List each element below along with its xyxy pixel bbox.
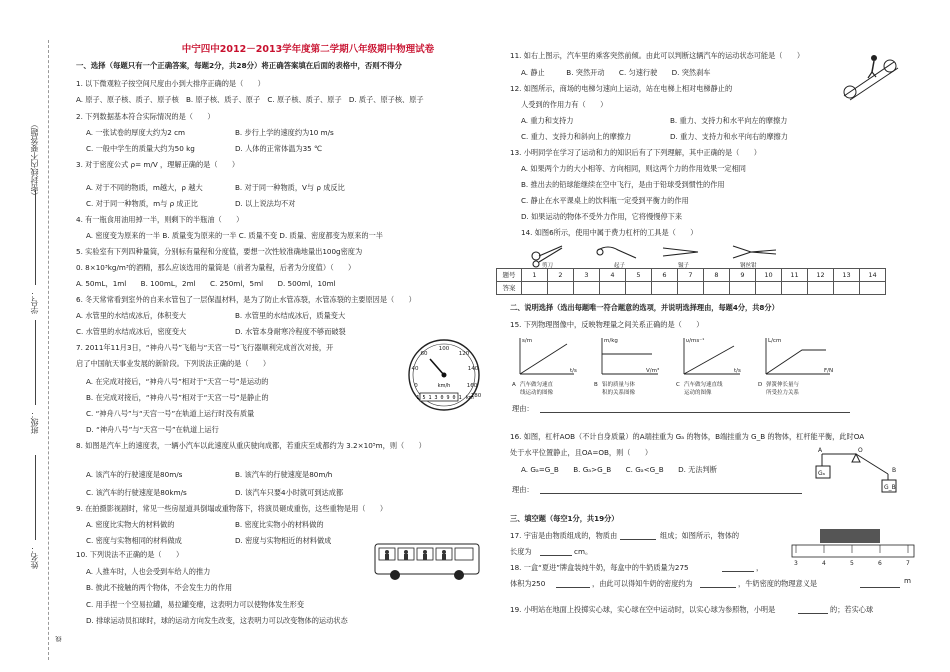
answer-table-answer-row bbox=[497, 282, 886, 295]
q7-option-d: D. “神舟八号”与“天宫一号”在轨道上运行 bbox=[86, 425, 219, 434]
speedometer-figure bbox=[400, 337, 488, 415]
q2-option-c: C. 一般中学生的质量大约为50 kg bbox=[86, 144, 195, 153]
q18-blank-1[interactable] bbox=[722, 571, 754, 572]
q5-stem-cont: 0. 8×10³kg/m³的酒精，那么应该选用的量筒是（前者为量程，后者为分度值）（ ） bbox=[76, 263, 356, 272]
q3-stem: 3. 对于密度公式 ρ= m/V ，理解正确的是（ ） bbox=[76, 160, 240, 169]
table-cell: 12 bbox=[808, 269, 834, 282]
answer-cell[interactable] bbox=[678, 282, 704, 295]
ruler-tick-5: 5 bbox=[850, 560, 854, 567]
q15-stem: 15. 下列物理图像中，反映物理量之间关系正确的是（ ） bbox=[510, 320, 704, 329]
q10-option-b: B. 彼此不接触的两个物体，不会发生力的作用 bbox=[86, 583, 233, 592]
graph-b-caption-1: 铝的质量与体 bbox=[602, 382, 636, 388]
graph-a-y-label: s/m bbox=[522, 338, 533, 344]
name-blank bbox=[35, 455, 36, 540]
table-cell: 5 bbox=[626, 269, 652, 282]
q17-stem-cont: 组成；如图所示，物体的 bbox=[660, 531, 740, 540]
lever-figure bbox=[808, 440, 908, 500]
student-id-label: 学号： bbox=[30, 290, 39, 314]
tool-caption-3: 镊子 bbox=[678, 263, 690, 268]
lever-label-ga: Gₐ bbox=[818, 470, 825, 477]
q12-option-c: C. 重力、支持力和斜向上的摩擦力 bbox=[521, 132, 632, 141]
q4-options: A. 密度变为原来的一半 B. 质量变为原来的一半 C. 质量不变 D. 质量、密度都变为原来的一半 bbox=[86, 231, 383, 240]
q12-option-b: B. 重力、支持力和水平向左的摩擦力 bbox=[670, 116, 788, 125]
q2-option-d: D. 人体的正常体温为35 ℃ bbox=[235, 144, 323, 153]
q6-option-b: B. 水管里的水结成冰后，质量变大 bbox=[235, 311, 346, 320]
answer-cell[interactable] bbox=[626, 282, 652, 295]
graph-c-letter: C bbox=[676, 382, 680, 388]
answer-table bbox=[496, 268, 886, 295]
q8-option-d: D. 该汽车只要4小时就可到达成都 bbox=[235, 488, 344, 497]
tool-caption-1: 剪刀 bbox=[542, 263, 554, 268]
odometer-reading: 1 5 1 3 0 9 0 1 bbox=[416, 395, 462, 401]
q2-option-b: B. 步行上学的速度约为10 m/s bbox=[235, 128, 334, 137]
q18-volume-label: 体积为250 bbox=[510, 579, 546, 588]
answer-cell[interactable] bbox=[600, 282, 626, 295]
svg-text:0: 0 bbox=[414, 383, 418, 389]
table-cell: 7 bbox=[678, 269, 704, 282]
graph-a-caption-2: 线运动的图像 bbox=[520, 390, 554, 396]
q19-blank-1[interactable] bbox=[798, 613, 828, 614]
q1-options: A. 原子、原子核、质子、原子核 B. 原子核、质子、原子 C. 原子核、质子、原子 D. 质子、原子核、原子 bbox=[76, 95, 424, 104]
q9-option-b: B. 密度比实物小的材料做的 bbox=[235, 520, 324, 529]
q17-blank-2[interactable] bbox=[540, 555, 572, 556]
svg-text:40: 40 bbox=[411, 366, 419, 372]
class-blank bbox=[35, 320, 36, 405]
lever-label-gb: G_B bbox=[884, 484, 896, 491]
q9-stem: 9. 在拍摄影视剧时，常见一些房屋道具倒塌或重物落下，将演员砸成重伤，这些重物是用（ ） bbox=[76, 504, 388, 513]
q15-reason-label: 理由： bbox=[512, 404, 534, 413]
q12-option-d: D. 重力、支持力和水平向右的摩擦力 bbox=[670, 132, 788, 141]
table-cell: 2 bbox=[548, 269, 574, 282]
graph-d-letter: D bbox=[758, 382, 763, 388]
q7-option-c: C. “神舟八号”与“天宫一号”在轨道上运行时没有质量 bbox=[86, 409, 255, 418]
ruler-tick-6: 6 bbox=[878, 560, 882, 567]
svg-text:140: 140 bbox=[467, 366, 479, 372]
answer-cell[interactable] bbox=[782, 282, 808, 295]
speed-unit: km/h bbox=[437, 383, 451, 389]
graph-b-caption-2: 积的关系图像 bbox=[602, 390, 636, 396]
q6-stem: 6. 冬天常常看到室外的自来水管包了一层保温材料，是为了防止水管冻裂，水管冻裂的主要原因是（ ） bbox=[76, 295, 416, 304]
graph-a-letter: A bbox=[512, 382, 516, 388]
answer-cell[interactable] bbox=[548, 282, 574, 295]
ruler-tick-3: 3 bbox=[794, 560, 798, 567]
q14-stem: 14. 如图6所示，使用中属于费力杠杆的工具是（ ） bbox=[521, 228, 698, 237]
q18-unit-m: m bbox=[904, 576, 912, 585]
table-cell: 1 bbox=[522, 269, 548, 282]
answer-cell[interactable] bbox=[730, 282, 756, 295]
table-cell: 4 bbox=[600, 269, 626, 282]
escalator-figure bbox=[840, 48, 900, 103]
q16-reason-label: 理由： bbox=[512, 485, 534, 494]
q4-stem: 4. 有一瓶食用油用掉一半，则剩下的半瓶油（ ） bbox=[76, 215, 244, 224]
graph-b-letter: B bbox=[594, 382, 598, 388]
q2-option-a: A. 一张试卷的厚度大约为2 cm bbox=[86, 128, 186, 137]
q13-option-a: A. 如果两个力的大小相等、方向相同，则这两个力的作用效果一定相同 bbox=[521, 164, 746, 173]
seal-line-label: 线 bbox=[56, 636, 63, 642]
tool-caption-4: 钢丝钳 bbox=[740, 263, 757, 268]
q17-stem: 17. 宇宙是由物质组成的，物质由 bbox=[510, 531, 618, 540]
table-cell: 13 bbox=[834, 269, 860, 282]
q7-stem: 7. 2011年11月3日，“神舟八号”飞船与“天宫一号”飞行器顺利完成首次对接，开 bbox=[76, 343, 334, 352]
q18-stem: 18. 一盒“夏进”牌盒装纯牛奶，每盒中的牛奶质量为275 bbox=[510, 563, 689, 572]
svg-text:60: 60 bbox=[420, 351, 428, 357]
q3-option-c: C. 对于同一种物质，m与 ρ 成正比 bbox=[86, 199, 198, 208]
graph-c-caption-1: 汽车做匀速直线 bbox=[684, 382, 723, 388]
lever-label-a: A bbox=[818, 447, 823, 454]
table-cell: 题号 bbox=[497, 269, 522, 282]
answer-cell[interactable] bbox=[756, 282, 782, 295]
q10-option-c: C. 用手捏一个空易拉罐，易拉罐变瘪，这表明力可以使物体发生形变 bbox=[86, 600, 305, 609]
table-cell: 9 bbox=[730, 269, 756, 282]
q16-stem-cont: 处于水平位置静止，且OA=OB，则（ ） bbox=[510, 448, 653, 457]
answer-cell[interactable] bbox=[834, 282, 860, 295]
section-2-heading: 二、说明选择（选出每题唯一符合题意的选项，并说明选择理由，每题4分，共8分） bbox=[510, 303, 779, 312]
q3-option-a: A. 对于不同的物质，m越大，ρ 越大 bbox=[86, 183, 203, 192]
graph-c-caption-2: 运动的图像 bbox=[684, 390, 712, 396]
q7-option-b: B. 在完成对接后，“神舟八号”相对于“天宫一号”是静止的 bbox=[86, 393, 269, 402]
q12-option-a: A. 重力和支持力 bbox=[521, 116, 574, 125]
graph-b-x-label: V/m³ bbox=[646, 368, 660, 374]
q18-blank-2[interactable] bbox=[556, 587, 590, 588]
q13-option-b: B. 推出去的铅球能继续在空中飞行，是由于铅球受到惯性的作用 bbox=[521, 180, 725, 189]
q10-stem: 10. 下列说法不正确的是（ ） bbox=[76, 550, 184, 559]
q10-option-a: A. 人推车时，人也会受到车给人的推力 bbox=[86, 567, 211, 576]
graph-d-y-label: L/cm bbox=[768, 338, 782, 344]
exam-title: 中宁四中2012－2013学年度第二学期八年级期中物理试卷 bbox=[181, 44, 435, 55]
answer-cell[interactable] bbox=[574, 282, 600, 295]
graph-d-caption-2: 所受拉力关系 bbox=[766, 390, 800, 396]
q15-reason-blank[interactable] bbox=[540, 412, 850, 413]
q9-option-c: C. 密度与实物相同的材料做成 bbox=[86, 536, 182, 545]
ruler-tick-7: 7 bbox=[906, 560, 910, 567]
graph-c-y-label: υ/ms⁻¹ bbox=[686, 338, 705, 344]
bus-figure bbox=[373, 540, 483, 582]
graph-b-y-label: m/kg bbox=[604, 338, 618, 344]
q13-option-c: C. 静止在水平课桌上的饮料瓶一定受到平衡力的作用 bbox=[521, 196, 689, 205]
table-cell: 14 bbox=[860, 269, 886, 282]
q6-option-c: C. 水管里的水结成冰后，密度变大 bbox=[76, 327, 187, 336]
odometer-unit: km bbox=[466, 395, 474, 401]
q18-density-text: ，由此可以得知牛奶的密度约为 bbox=[592, 579, 693, 588]
q3-option-b: B. 对于同一种物质，V与 ρ 成反比 bbox=[235, 183, 345, 192]
q11-options: A. 静止 B. 突然开动 C. 匀速行驶 D. 突然刹车 bbox=[521, 68, 711, 77]
class-label: 班级： bbox=[30, 410, 39, 434]
q17-blank-1[interactable] bbox=[620, 539, 656, 540]
q16-reason-blank[interactable] bbox=[540, 493, 802, 494]
q11-stem: 11. 如右上图示，汽车里的乘客突然前倾。由此可以判断这辆汽车的运动状态可能是（ ） bbox=[510, 51, 805, 60]
lever-label-o: O bbox=[858, 447, 863, 454]
svg-text:180: 180 bbox=[470, 393, 482, 399]
tool-caption-2: 起子 bbox=[614, 263, 626, 268]
graph-d-x-label: F/N bbox=[824, 368, 834, 374]
q5-stem: 5. 实验室有下列四种量筒，分别标有量程和分度值，要想一次性较准确地量出100g密度为 bbox=[76, 247, 363, 256]
answer-cell[interactable] bbox=[652, 282, 678, 295]
ruler-figure bbox=[788, 525, 918, 570]
table-cell: 3 bbox=[574, 269, 600, 282]
answer-cell[interactable] bbox=[808, 282, 834, 295]
q6-option-a: A. 水管里的水结成冰后，体积变大 bbox=[76, 311, 186, 320]
svg-text:120: 120 bbox=[458, 351, 470, 357]
q17-length-label: 长度为 bbox=[510, 547, 532, 556]
q7-stem-cont: 启了中国航天事业发展的新阶段。下列说法正确的是（ ） bbox=[76, 359, 271, 368]
q16-options: A. Gₐ=G_B B. Gₐ>G_B C. Gₐ<G_B D. 无法判断 bbox=[521, 465, 717, 474]
q18-blank-4[interactable] bbox=[860, 587, 900, 588]
tools-figure bbox=[528, 240, 788, 268]
answer-cell[interactable] bbox=[522, 282, 548, 295]
ruler-tick-4: 4 bbox=[822, 560, 826, 567]
q8-option-c: C. 该汽车的行驶速度是80km/s bbox=[86, 488, 187, 497]
table-cell: 6 bbox=[652, 269, 678, 282]
q12-stem: 12. 如图所示，商场的电梯匀速向上运动，站在电梯上相对电梯静止的 bbox=[510, 84, 733, 93]
answer-table-header-row bbox=[497, 269, 886, 282]
q18-meaning-text: ，牛奶密度的物理意义是 bbox=[738, 579, 818, 588]
section-3-heading: 三、填空题（每空1分，共19分） bbox=[510, 514, 619, 523]
q9-option-d: D. 密度与实物相近的材料做成 bbox=[235, 536, 332, 545]
q19-stem-cont: 的；若实心球 bbox=[830, 605, 874, 614]
svg-text:160: 160 bbox=[466, 383, 478, 389]
q9-option-a: A. 密度比实物大的材料做的 bbox=[86, 520, 175, 529]
q12-stem-cont: 人受到的作用力有（ ） bbox=[521, 100, 608, 109]
q16-stem: 16. 如图，杠杆AOB（不计自身质量）的A端挂重为 Gₐ 的物体，B端挂重为 G_B 的物体，杠杆能平衡，此时OA bbox=[510, 432, 865, 441]
graph-a-caption-1: 汽车做匀速直 bbox=[520, 382, 554, 388]
section-1-heading: 一、选择（每题只有一个正确答案，每题2分，共28分）将正确答案填在后面的表格中，否则不得分 bbox=[76, 61, 402, 70]
q13-option-d: D. 如果运动的物体不受外力作用，它将慢慢停下来 bbox=[521, 212, 683, 221]
q7-option-a: A. 在完成对接后，“神舟八号”相对于“天宫一号”是运动的 bbox=[86, 377, 269, 386]
svg-text:100: 100 bbox=[438, 346, 450, 352]
lever-label-b: B bbox=[892, 467, 897, 474]
seal-notice: （密封线内不要答题） bbox=[30, 120, 39, 200]
student-id-blank bbox=[35, 190, 36, 285]
q18-comma: ， bbox=[756, 563, 764, 572]
table-cell: 8 bbox=[704, 269, 730, 282]
q17-unit: cm。 bbox=[574, 547, 593, 556]
q13-stem: 13. 小明同学在学习了运动和力的知识后有了下列理解，其中正确的是（ ） bbox=[510, 148, 761, 157]
q8-stem: 8. 如图是汽车上的速度表，一辆小汽车以此速度从重庆驶向成都，若重庆至成都约为 3.2×10⁵m，则（ ） bbox=[76, 441, 426, 450]
table-cell: 10 bbox=[756, 269, 782, 282]
q19-stem: 19. 小明站在地面上投掷实心球，实心球在空中运动时，以实心球为参照物，小明是 bbox=[510, 605, 776, 614]
name-label: 姓名： bbox=[30, 545, 39, 569]
q8-option-b: B. 该汽车的行驶速度是80m/h bbox=[235, 470, 333, 479]
q8-option-a: A. 该汽车的行驶速度是80m/s bbox=[86, 470, 183, 479]
q10-option-d: D. 排球运动员扣球时，球的运动方向发生改变，这表明力可以改变物体的运动状态 bbox=[86, 616, 348, 625]
q5-options: A. 50mL，1ml B. 100mL，2ml C. 250ml，5ml D. 500ml，10ml bbox=[76, 279, 336, 288]
answer-cell[interactable] bbox=[704, 282, 730, 295]
q2-stem: 2. 下列数据基本符合实际情况的是（ ） bbox=[76, 112, 215, 121]
q6-option-d: D. 水管本身耐寒冷程度不够而破裂 bbox=[235, 327, 346, 336]
q18-blank-3[interactable] bbox=[700, 587, 736, 588]
table-cell: 11 bbox=[782, 269, 808, 282]
graph-a-x-label: t/s bbox=[570, 368, 577, 374]
graph-d-caption-1: 弹簧伸长量与 bbox=[766, 382, 800, 388]
answer-cell[interactable] bbox=[860, 282, 886, 295]
answer-label: 答案 bbox=[497, 282, 522, 295]
seal-line bbox=[48, 40, 49, 660]
graphs-figure bbox=[512, 334, 842, 396]
q1-stem: 1. 以下微观粒子按空间尺度由小到大排序正确的是（ ） bbox=[76, 79, 265, 88]
q3-option-d: D. 以上说法均不对 bbox=[235, 199, 296, 208]
graph-c-x-label: t/s bbox=[734, 368, 741, 374]
